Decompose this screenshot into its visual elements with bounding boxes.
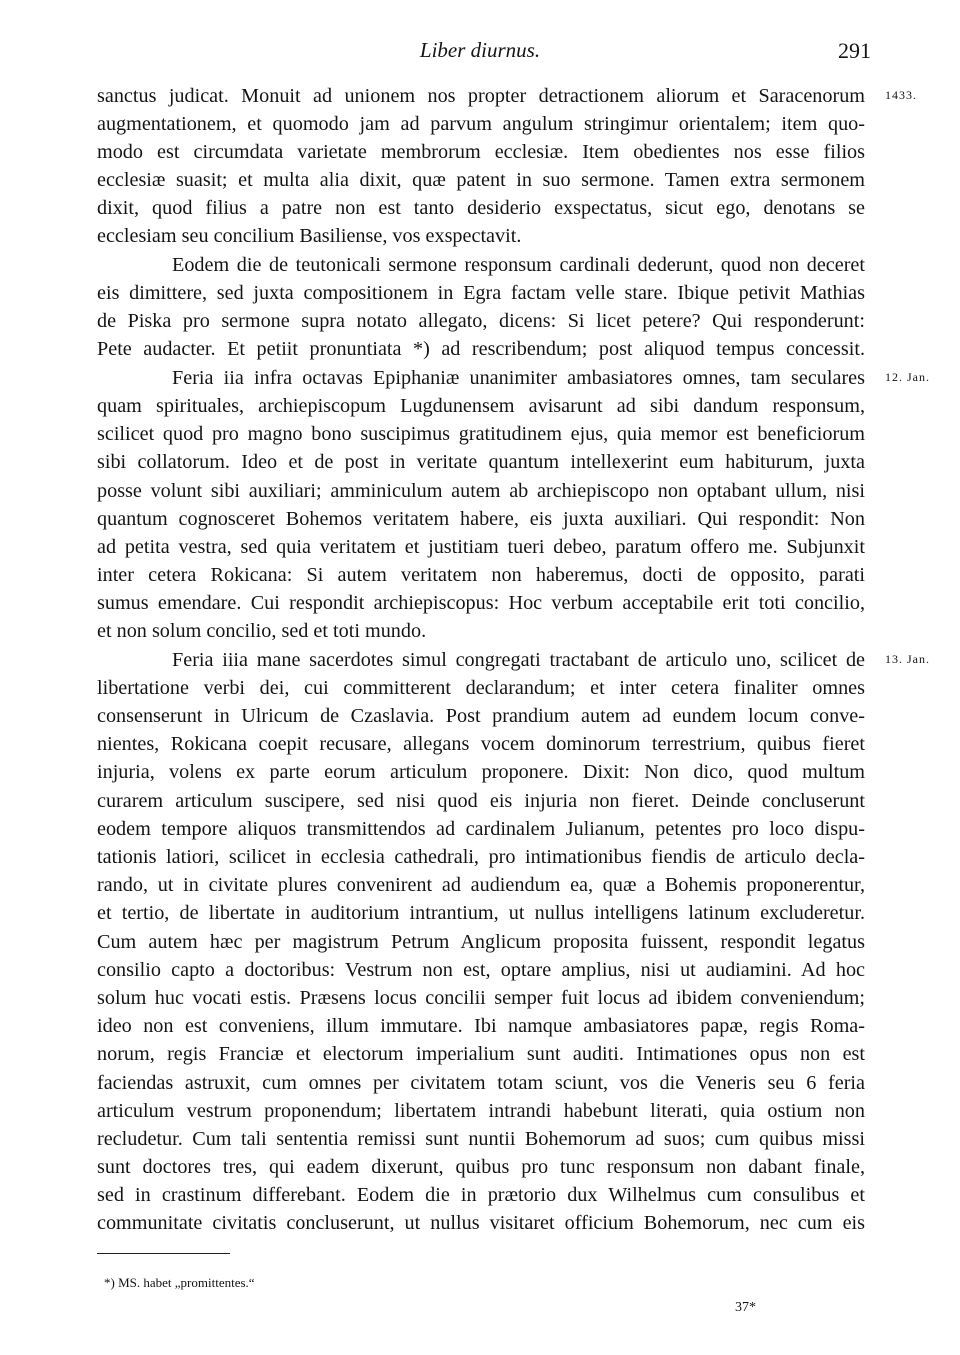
text-line: inter cetera Rokicana: Si autem veritatem non haberemus, docti de opposito, parati xyxy=(97,564,865,586)
text-line: consilio capto a doctoribus: Vestrum non est, optare amplius, nisi ut audiamini. Ad hoc xyxy=(97,959,865,981)
text-line: sibi collatorum. Ideo et de post in veritate quantum intellexerint eum habiturum, juxta xyxy=(97,451,865,473)
text-line: faciendas astruxit, cum omnes per civitatem totam sciunt, vos die Veneris seu 6 feria xyxy=(97,1072,865,1094)
running-title: Liber diurnus. xyxy=(419,38,541,62)
footnote-rule xyxy=(97,1253,230,1254)
text-line: augmentationem, et quomodo jam ad parvum angulum stringimur orientalem; item quo- xyxy=(97,113,865,135)
text-line: recludetur. Cum tali sententia remissi sunt nuntii Bohemorum ad suos; cum quibus missi xyxy=(97,1128,865,1150)
text-line: eodem tempore aliquos transmittendos ad cardinalem Julianum, petentes pro loco dispu- xyxy=(97,818,865,840)
text-line: Feria iiia mane sacerdotes simul congregati tractabant de articulo uno, scilicet de xyxy=(172,649,865,671)
text-line: injuria, volens ex parte eorum articulum proponere. Dixit: Non dico, quod multum xyxy=(97,761,865,783)
text-line: sumus emendare. Cui respondit archiepiscopus: Hoc verbum acceptabile erit toti concilio, xyxy=(97,592,865,614)
text-line: norum, regis Franciæ et electorum imperialium sunt auditi. Intimationes opus non est xyxy=(97,1043,865,1065)
text-line: Cum autem hæc per magistrum Petrum Anglicum proposita fuissent, respondit legatus xyxy=(97,931,865,953)
text-line: sed in crastinum differebant. Eodem die in prætorio dux Wilhelmus cum consulibus et xyxy=(97,1184,865,1206)
text-line: sunt doctores tres, qui eadem dixerunt, quibus pro tunc responsum non dabant finale, xyxy=(97,1156,865,1178)
text-line: consenserunt in Ulricum de Czaslavia. Post prandium autem ad eundem locum conve- xyxy=(97,705,865,727)
text-line: modo est circumdata varietate membrorum ecclesiæ. Item obedientes nos esse filios xyxy=(97,141,865,163)
text-line: et non solum concilio, sed et toti mundo. xyxy=(97,620,427,642)
text-line: Feria iia infra octavas Epiphaniæ unanimiter ambasiatores omnes, tam seculares xyxy=(172,367,865,389)
text-line: Eodem die de teutonicali sermone responsum cardinali dederunt, quod non deceret xyxy=(172,254,865,276)
margin-note-date: 13. Jan. xyxy=(885,652,930,666)
text-line: dixit, quod filius a patre non est tanto desiderio exspectatus, sicut ego, denotans se xyxy=(97,197,865,219)
printer-signature: 37* xyxy=(735,1300,756,1315)
text-line: communitate civitatis concluserunt, ut nullus visitaret officium Bohemorum, nec cum eis xyxy=(97,1212,865,1234)
text-line: ideo non est conveniens, illum immutare. Ibi namque ambasiatores papæ, regis Roma- xyxy=(97,1015,865,1037)
margin-note-date: 12. Jan. xyxy=(885,370,930,384)
text-line: tationis latiori, scilicet in ecclesia cathedrali, pro intimationibus fiendis de articulo decla- xyxy=(97,846,865,868)
text-line: articulum vestrum proponendum; libertatem intrandi habebunt literati, quia ostium non xyxy=(97,1100,865,1122)
text-line: ad petita vestra, sed quia veritatem et justitiam tueri debeo, paratum offero me. Subjunxit xyxy=(97,536,865,558)
footnote: *) MS. habet „promittentes.“ xyxy=(104,1275,255,1290)
text-line: quam spirituales, archiepiscopum Lugdunensem avisarunt ad sibi dandum responsum, xyxy=(97,395,865,417)
text-line: posse volunt sibi auxiliari; amminiculum autem ab archiepiscopo non optabant ullum, nisi xyxy=(97,480,865,502)
text-line: libertatione verbi dei, cui committerent declarandum; et inter cetera finaliter omnes xyxy=(97,677,865,699)
text-line: rando, ut in civitate plures convenirent ad audiendum ea, quæ a Bohemis proponerentur, xyxy=(97,874,865,896)
text-line: ecclesiam seu concilium Basiliense, vos exspectavit. xyxy=(97,225,522,247)
page-number: 291 xyxy=(838,38,871,63)
text-line: nientes, Rokicana coepit recusare, allegans vocem dominorum terrestrium, quibus fieret xyxy=(97,733,865,755)
margin-note-year: 1433. xyxy=(885,88,917,102)
text-line: ecclesiæ suasit; et multa alia dixit, quæ patent in suo sermone. Tamen extra sermonem xyxy=(97,169,865,191)
text-line: solum huc vocati estis. Præsens locus concilii semper fuit locus ad ibidem conveniendum; xyxy=(97,987,865,1009)
text-line: quantum cognosceret Bohemos veritatem habere, eis juxta auxiliari. Qui respondit: Non xyxy=(97,508,865,530)
text-line: curarem articulum suscipere, sed nisi quod eis injuria non fieret. Deinde concluserunt xyxy=(97,790,865,812)
text-line: scilicet quod pro magno bono suscipimus gratitudinem ejus, quia memor est beneficiorum xyxy=(97,423,865,445)
text-line: de Piska pro sermone supra notato allegato, dicens: Si licet petere? Qui responderunt: xyxy=(97,310,865,332)
text-line: eis dimittere, sed juxta compositionem in Egra factam velle stare. Ibique petivit Mathias xyxy=(97,282,865,304)
text-line: Pete audacter. Et petiit pronuntiata *) ad rescribendum; post aliquod tempus concessit. xyxy=(97,338,865,360)
text-line: et tertio, de libertate in auditorium intrantium, ut nullus intelligens latinum excluderetur. xyxy=(97,902,865,924)
text-line: sanctus judicat. Monuit ad unionem nos propter detractionem aliorum et Saracenorum xyxy=(97,85,865,107)
